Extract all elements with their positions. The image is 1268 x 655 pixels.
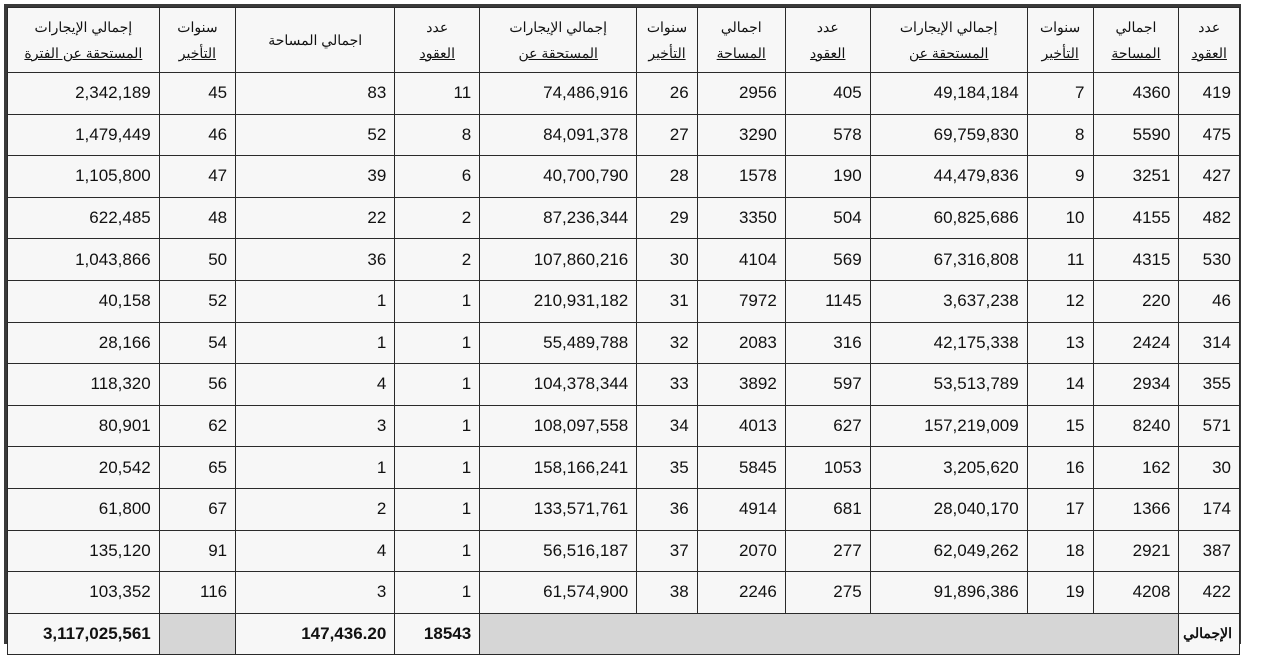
table-cell: 419 xyxy=(1179,73,1240,115)
table-cell: 39 xyxy=(236,156,395,198)
table-cell: 13 xyxy=(1027,322,1093,364)
table-cell: 162 xyxy=(1093,447,1179,489)
column-header-line1: سنوات xyxy=(646,19,688,35)
table-cell: 133,571,761 xyxy=(480,488,637,530)
column-header-line1: عدد xyxy=(426,19,449,35)
table-cell: 1 xyxy=(395,322,480,364)
table-cell: 47 xyxy=(159,156,235,198)
table-cell: 56,516,187 xyxy=(480,530,637,572)
table-cell: 5845 xyxy=(697,447,785,489)
table-row xyxy=(8,364,1240,406)
table-row xyxy=(8,530,1240,572)
table-cell: 31 xyxy=(637,280,697,322)
table-cell: 34 xyxy=(637,405,697,447)
table-cell: 107,860,216 xyxy=(480,239,637,281)
table-cell: 3,205,620 xyxy=(870,447,1027,489)
table-cell: 74,486,916 xyxy=(480,73,637,115)
table-cell: 4155 xyxy=(1093,197,1179,239)
table-cell: 12 xyxy=(1027,280,1093,322)
table-cell: 10 xyxy=(1027,197,1093,239)
table-row xyxy=(8,488,1240,530)
table-cell: 475 xyxy=(1179,114,1240,156)
table-cell: 220 xyxy=(1093,280,1179,322)
table-cell: 17 xyxy=(1027,488,1093,530)
table-cell: 8 xyxy=(395,114,480,156)
table-cell: 627 xyxy=(785,405,870,447)
table-cell: 28,166 xyxy=(8,322,160,364)
column-header-line2: العقود xyxy=(1191,45,1227,61)
table-cell: 30 xyxy=(1179,447,1240,489)
column-header-line1: اجمالي xyxy=(720,19,762,35)
table-cell: 1366 xyxy=(1093,488,1179,530)
table-cell: 48 xyxy=(159,197,235,239)
table-cell: 597 xyxy=(785,364,870,406)
table-row xyxy=(8,280,1240,322)
table-cell: 190 xyxy=(785,156,870,198)
table-cell: 316 xyxy=(785,322,870,364)
total-area-cell: 147,436.20 xyxy=(236,613,395,654)
table-cell: 11 xyxy=(395,73,480,115)
table-cell: 84,091,378 xyxy=(480,114,637,156)
table-cell: 33 xyxy=(637,364,697,406)
table-cell: 571 xyxy=(1179,405,1240,447)
table-cell: 53,513,789 xyxy=(870,364,1027,406)
column-header xyxy=(785,8,870,73)
table-cell: 54 xyxy=(159,322,235,364)
column-header xyxy=(1027,8,1093,73)
table-cell: 20,542 xyxy=(8,447,160,489)
column-header-line2: المساحة xyxy=(1111,45,1161,61)
table-cell: 32 xyxy=(637,322,697,364)
column-header xyxy=(1179,8,1240,73)
table-cell: 1,043,866 xyxy=(8,239,160,281)
table-cell: 1 xyxy=(395,447,480,489)
table-cell: 18 xyxy=(1027,530,1093,572)
table-cell: 482 xyxy=(1179,197,1240,239)
table-cell: 104,378,344 xyxy=(480,364,637,406)
table-cell: 8240 xyxy=(1093,405,1179,447)
table-cell: 52 xyxy=(159,280,235,322)
table-cell: 2246 xyxy=(697,572,785,614)
table-cell: 158,166,241 xyxy=(480,447,637,489)
table-cell: 427 xyxy=(1179,156,1240,198)
table-cell: 7 xyxy=(1027,73,1093,115)
table-cell: 681 xyxy=(785,488,870,530)
table-cell: 422 xyxy=(1179,572,1240,614)
table-cell: 50 xyxy=(159,239,235,281)
table-cell: 1 xyxy=(236,447,395,489)
table-cell: 67,316,808 xyxy=(870,239,1027,281)
table-cell: 1 xyxy=(236,280,395,322)
table-cell: 103,352 xyxy=(8,572,160,614)
totals-label-cell: الإجمالي xyxy=(1179,613,1240,654)
table-cell: 3892 xyxy=(697,364,785,406)
table-body xyxy=(8,8,1240,655)
rent-arrears-table xyxy=(7,7,1240,655)
table-cell: 2083 xyxy=(697,322,785,364)
table-row xyxy=(8,239,1240,281)
table-cell: 62,049,262 xyxy=(870,530,1027,572)
table-cell: 2424 xyxy=(1093,322,1179,364)
column-header-line2: المساحة xyxy=(716,45,766,61)
table-cell: 210,931,182 xyxy=(480,280,637,322)
table-cell: 91,896,386 xyxy=(870,572,1027,614)
table-cell: 1 xyxy=(395,530,480,572)
table-row xyxy=(8,156,1240,198)
table-cell: 1053 xyxy=(785,447,870,489)
table-cell: 65 xyxy=(159,447,235,489)
table-cell: 2934 xyxy=(1093,364,1179,406)
table-cell: 45 xyxy=(159,73,235,115)
table-cell: 2 xyxy=(395,197,480,239)
column-header-line2: التأخير xyxy=(178,45,217,61)
table-cell: 174 xyxy=(1179,488,1240,530)
column-header xyxy=(8,8,160,73)
column-header-line1: سنوات xyxy=(1039,19,1081,35)
table-cell: 11 xyxy=(1027,239,1093,281)
column-header-line2: التأخير xyxy=(1041,45,1079,61)
table-cell: 622,485 xyxy=(8,197,160,239)
table-cell: 60,825,686 xyxy=(870,197,1027,239)
table-cell: 504 xyxy=(785,197,870,239)
table-cell: 3251 xyxy=(1093,156,1179,198)
column-header xyxy=(1093,8,1179,73)
table-cell: 135,120 xyxy=(8,530,160,572)
column-header xyxy=(637,8,697,73)
table-cell: 36 xyxy=(236,239,395,281)
table-cell: 578 xyxy=(785,114,870,156)
table-cell: 4315 xyxy=(1093,239,1179,281)
table-row xyxy=(8,572,1240,614)
table-cell: 49,184,184 xyxy=(870,73,1027,115)
table-cell: 118,320 xyxy=(8,364,160,406)
shaded-empty-cell xyxy=(159,613,235,654)
table-cell: 1 xyxy=(395,488,480,530)
table-cell: 9 xyxy=(1027,156,1093,198)
table-cell: 1578 xyxy=(697,156,785,198)
table-cell: 30 xyxy=(637,239,697,281)
column-header-line1: عدد xyxy=(1198,19,1221,35)
total-rent-cell: 3,117,025,561 xyxy=(8,613,160,654)
table-cell: 56 xyxy=(159,364,235,406)
table-cell: 27 xyxy=(637,114,697,156)
column-header-line1: إجمالي الإيجارات xyxy=(34,19,133,35)
table-cell: 44,479,836 xyxy=(870,156,1027,198)
table-cell: 38 xyxy=(637,572,697,614)
column-header-line1: اجمالي xyxy=(1115,19,1157,35)
table-cell: 36 xyxy=(637,488,697,530)
table-cell: 37 xyxy=(637,530,697,572)
column-header xyxy=(870,8,1027,73)
table-cell: 116 xyxy=(159,572,235,614)
table-cell: 42,175,338 xyxy=(870,322,1027,364)
table-cell: 6 xyxy=(395,156,480,198)
totals-row xyxy=(8,613,1240,654)
table-cell: 2921 xyxy=(1093,530,1179,572)
table-cell: 2 xyxy=(395,239,480,281)
table-cell: 3290 xyxy=(697,114,785,156)
table-cell: 4 xyxy=(236,364,395,406)
table-cell: 83 xyxy=(236,73,395,115)
table-cell: 4104 xyxy=(697,239,785,281)
column-header-line2: المستحقة عن الفترة xyxy=(24,45,143,61)
table-cell: 19 xyxy=(1027,572,1093,614)
table-cell: 1,479,449 xyxy=(8,114,160,156)
table-cell: 22 xyxy=(236,197,395,239)
table-cell: 1,105,800 xyxy=(8,156,160,198)
table-cell: 7972 xyxy=(697,280,785,322)
table-cell: 35 xyxy=(637,447,697,489)
column-header-line1: إجمالي الإيجارات xyxy=(899,19,998,35)
table-cell: 2956 xyxy=(697,73,785,115)
table-cell: 4 xyxy=(236,530,395,572)
table-cell: 3350 xyxy=(697,197,785,239)
table-row xyxy=(8,322,1240,364)
table-cell: 2 xyxy=(236,488,395,530)
table-cell: 26 xyxy=(637,73,697,115)
table-cell: 3 xyxy=(236,572,395,614)
table-cell: 1 xyxy=(395,364,480,406)
column-header-line2: المستحقة عن xyxy=(518,45,598,61)
column-header-line2: المستحقة عن xyxy=(908,45,989,61)
table-cell: 14 xyxy=(1027,364,1093,406)
table-cell: 4208 xyxy=(1093,572,1179,614)
column-header xyxy=(480,8,637,73)
table-cell: 1 xyxy=(395,572,480,614)
table-cell: 46 xyxy=(1179,280,1240,322)
table-cell: 157,219,009 xyxy=(870,405,1027,447)
table-cell: 569 xyxy=(785,239,870,281)
column-header xyxy=(697,8,785,73)
table-cell: 61,800 xyxy=(8,488,160,530)
table-cell: 61,574,900 xyxy=(480,572,637,614)
table-cell: 40,158 xyxy=(8,280,160,322)
table-cell: 29 xyxy=(637,197,697,239)
table-cell: 62 xyxy=(159,405,235,447)
table-cell: 87,236,344 xyxy=(480,197,637,239)
table-cell: 40,700,790 xyxy=(480,156,637,198)
column-header xyxy=(395,8,480,73)
table-cell: 108,097,558 xyxy=(480,405,637,447)
table-cell: 2070 xyxy=(697,530,785,572)
column-header-line1: إجمالي الإيجارات xyxy=(509,19,608,35)
table-cell: 2,342,189 xyxy=(8,73,160,115)
table-cell: 3,637,238 xyxy=(870,280,1027,322)
table-cell: 1 xyxy=(395,405,480,447)
table-cell: 387 xyxy=(1179,530,1240,572)
table-cell: 52 xyxy=(236,114,395,156)
table-row xyxy=(8,114,1240,156)
table-cell: 4360 xyxy=(1093,73,1179,115)
column-header-line2: التأخير xyxy=(648,45,686,61)
table-cell: 405 xyxy=(785,73,870,115)
header-row xyxy=(8,8,1240,73)
table-cell: 314 xyxy=(1179,322,1240,364)
table-cell: 15 xyxy=(1027,405,1093,447)
table-cell: 530 xyxy=(1179,239,1240,281)
table-row xyxy=(8,197,1240,239)
column-header-line1: اجمالي المساحة xyxy=(268,32,363,48)
table-cell: 1145 xyxy=(785,280,870,322)
shaded-empty-cell xyxy=(480,613,1179,654)
statistics-sheet xyxy=(4,4,1241,644)
column-header-line2: العقود xyxy=(419,45,455,61)
table-cell: 277 xyxy=(785,530,870,572)
table-cell: 91 xyxy=(159,530,235,572)
table-cell: 28,040,170 xyxy=(870,488,1027,530)
table-cell: 28 xyxy=(637,156,697,198)
column-header-line2: العقود xyxy=(809,45,846,61)
table-cell: 5590 xyxy=(1093,114,1179,156)
table-cell: 1 xyxy=(395,280,480,322)
column-header xyxy=(159,8,235,73)
total-contracts-cell: 18543 xyxy=(395,613,480,654)
table-cell: 69,759,830 xyxy=(870,114,1027,156)
table-cell: 355 xyxy=(1179,364,1240,406)
table-cell: 3 xyxy=(236,405,395,447)
table-row xyxy=(8,73,1240,115)
table-cell: 16 xyxy=(1027,447,1093,489)
table-cell: 275 xyxy=(785,572,870,614)
table-cell: 8 xyxy=(1027,114,1093,156)
column-header xyxy=(236,8,395,73)
table-cell: 1 xyxy=(236,322,395,364)
table-cell: 4013 xyxy=(697,405,785,447)
table-cell: 55,489,788 xyxy=(480,322,637,364)
table-row xyxy=(8,405,1240,447)
table-cell: 46 xyxy=(159,114,235,156)
table-cell: 80,901 xyxy=(8,405,160,447)
column-header-line1: عدد xyxy=(816,19,839,35)
table-row xyxy=(8,447,1240,489)
column-header-line1: سنوات xyxy=(177,19,218,35)
table-cell: 67 xyxy=(159,488,235,530)
table-cell: 4914 xyxy=(697,488,785,530)
